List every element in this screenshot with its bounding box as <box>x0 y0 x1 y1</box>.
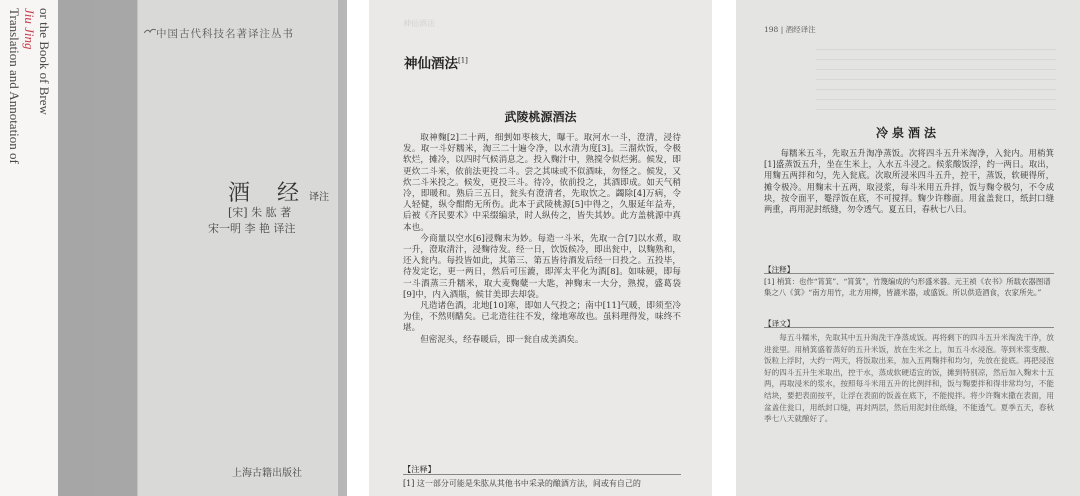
notes-heading: 【注释】 <box>403 464 436 474</box>
author-line: [宋] 朱 肱 著 <box>228 206 292 219</box>
book-page-right <box>736 0 1080 496</box>
book-page-left <box>369 0 712 496</box>
section-title: 冷泉酒法 <box>875 126 940 140</box>
english-title-line-2: Jiu Jing <box>22 8 37 50</box>
chapter-title <box>404 52 468 72</box>
section-body <box>403 133 681 346</box>
translation-paragraph: 每五斗糯米，先取其中五升淘洗干净蒸成饭。再将剩下的四斗五升米淘洗干净，放进瓮里。用梢箕盛着蒸好的五升米饭，放在生米之上，加五斗水浸泡。等到米浆变酸、饭粒上浮时，大约一两天，将饭取出来，加入五两麴拌和均匀，先放在瓮底。再把浸泡好的四斗五升生米取出，控干水，蒸成软硬适宜的饭，摊到特别凉，然后加入麴末十五两，再取浸米的浆水，按照每斗米用五升的比例拌和，饭与麴要拌和得非常均匀，不能结块，要把表面按平，让浮在表面的饭盖在底下，不能搅拌。将少许麴末撒在表面，用盆盖住瓮口，用纸封口缝，再封两层，然后用泥封住纸缝，不能透气。夏季五天，春秋季七八天就酿好了。 <box>764 333 1054 424</box>
bleed-through-text: 神仙酒法 <box>403 19 435 28</box>
body-paragraph: 但密泥头，经春暖后，即一瓮自成美酒矣。 <box>420 334 584 345</box>
body-paragraph: 凡造诸色酒，北地[10]寒，即如人气投之；南中[11]气暖，即须至冷为佳，不然则醋矣。已北造往往不发，缘地寒故也。虽料理得发，味终不堪。 <box>403 301 681 334</box>
running-head: 198 | 酒经译注 <box>764 25 816 34</box>
section-body <box>764 148 1054 215</box>
body-paragraph: 每糯米五斗，先取五升淘净蒸饭。次将四斗五升米淘净，入瓮内。用梢箕[1]盛蒸饭五升，坐在生米上，入水五斗浸之。候浆酸饭浮，约一两日。取出，用麴五两拌和匀，先入瓮底。次取所浸米四斗五升，控干，蒸饭，软硬得所，摊令极冷。用麴末十五两，取浸浆，每斗米用五升拌，饭与麴令极匀，不令成块，按令面平，罨浮饭在底，不可搅拌。麴少许糁面。用盆盖瓮口，纸封口缝两重，再用泥封纸缝，勿令透气。夏五日，春秋七八日。 <box>764 148 1054 215</box>
cover-title-panel <box>137 0 338 496</box>
chapter-note-marker: [1] <box>458 56 468 65</box>
body-paragraph: 取神麴[2]二十两，细剉如枣核大，曝干。取河水一斗，澄清，浸待发。取一斗好糯米，淘三二十遍令净，以水清为度[3]。三溜炊饭，令极软烂，摊冷，以四时气候消息之。投入麴汁中，熟搅令似烂粥。候发，即更炊二斗米，依前法更投二斗。尝之其味或不似酒味，勿怪之。候发，又炊二斗米投之。候发，更投三斗。待冷，依前投之，其酒即成。如天气稍冷，即暖和。熟后三五日，瓮头有澄清者，先取饮之。蠲除[4]万病，令人轻健，纵令酣酌无所伤。此本于武陵桃源[5]中得之，久服延年益寿，后被《齐民要术》中采缀编录，时人纵传之，皆失其妙。此方盖桃源中真本也。 <box>403 133 681 233</box>
section-title: 武陵桃源酒法 <box>504 110 577 124</box>
book-title-text: 酒 经 <box>228 181 309 206</box>
translation-body <box>764 332 1054 425</box>
bird-logo-icon <box>144 28 156 34</box>
notes-divider <box>764 273 1054 274</box>
chapter-title-text: 神仙酒法 <box>404 56 458 72</box>
english-title-line-1: Translation and Annotation of <box>7 8 22 164</box>
translation-heading: 【译文】 <box>764 319 795 328</box>
note-item: [1] 梢箕：也作“筲箕”、“筲箕”，竹篾编成的勺形盛米器。元王祯《农书》所载农器图谱集之八《箕》“南方用竹，北方用柳，皆漉米器，或盛饭。所以供造酒食，农家所先。” <box>764 277 1051 297</box>
book-cover-photo <box>0 0 347 496</box>
english-title-line-3: or the Book of Brew <box>37 8 52 115</box>
note-item: [1] 这一部分可能是朱肱从其他书中采录的酿酒方法，间或有自己的 <box>403 479 641 488</box>
book-title <box>228 176 329 207</box>
notes-divider <box>403 474 681 475</box>
translation-divider <box>764 327 1054 328</box>
translators-line: 宋一明 李 艳 译注 <box>208 222 296 235</box>
body-paragraph: 今商量以空水[6]浸麴末为妙。每造一斗米，先取一合[7]以水煮，取一升，澄取清汁，浸麴待发。经一日，饮饭候冷，即出瓮中，以麴熟和，还入瓮内。每投皆如此，其第三、第五皆待酒发后经一日投之。五投毕，待发定讫，更一两日，然后可压漉，即浑太平化为酒[8]。如味硬，即每一斗酒蒸三升糯米，取大麦麴糵一大匙，神麴末一大分，熟搅，盛葛袋[9]中，内入酒瓶，候甘美即去却袋。 <box>403 233 681 300</box>
series-name: 中国古代科技名著译注丛书 <box>156 28 294 40</box>
notes-heading: 【注释】 <box>764 265 795 274</box>
publisher-name: 上海古籍出版社 <box>232 468 302 479</box>
bleed-through-lines <box>816 40 1056 110</box>
book-title-suffix: 译注 <box>309 192 329 203</box>
